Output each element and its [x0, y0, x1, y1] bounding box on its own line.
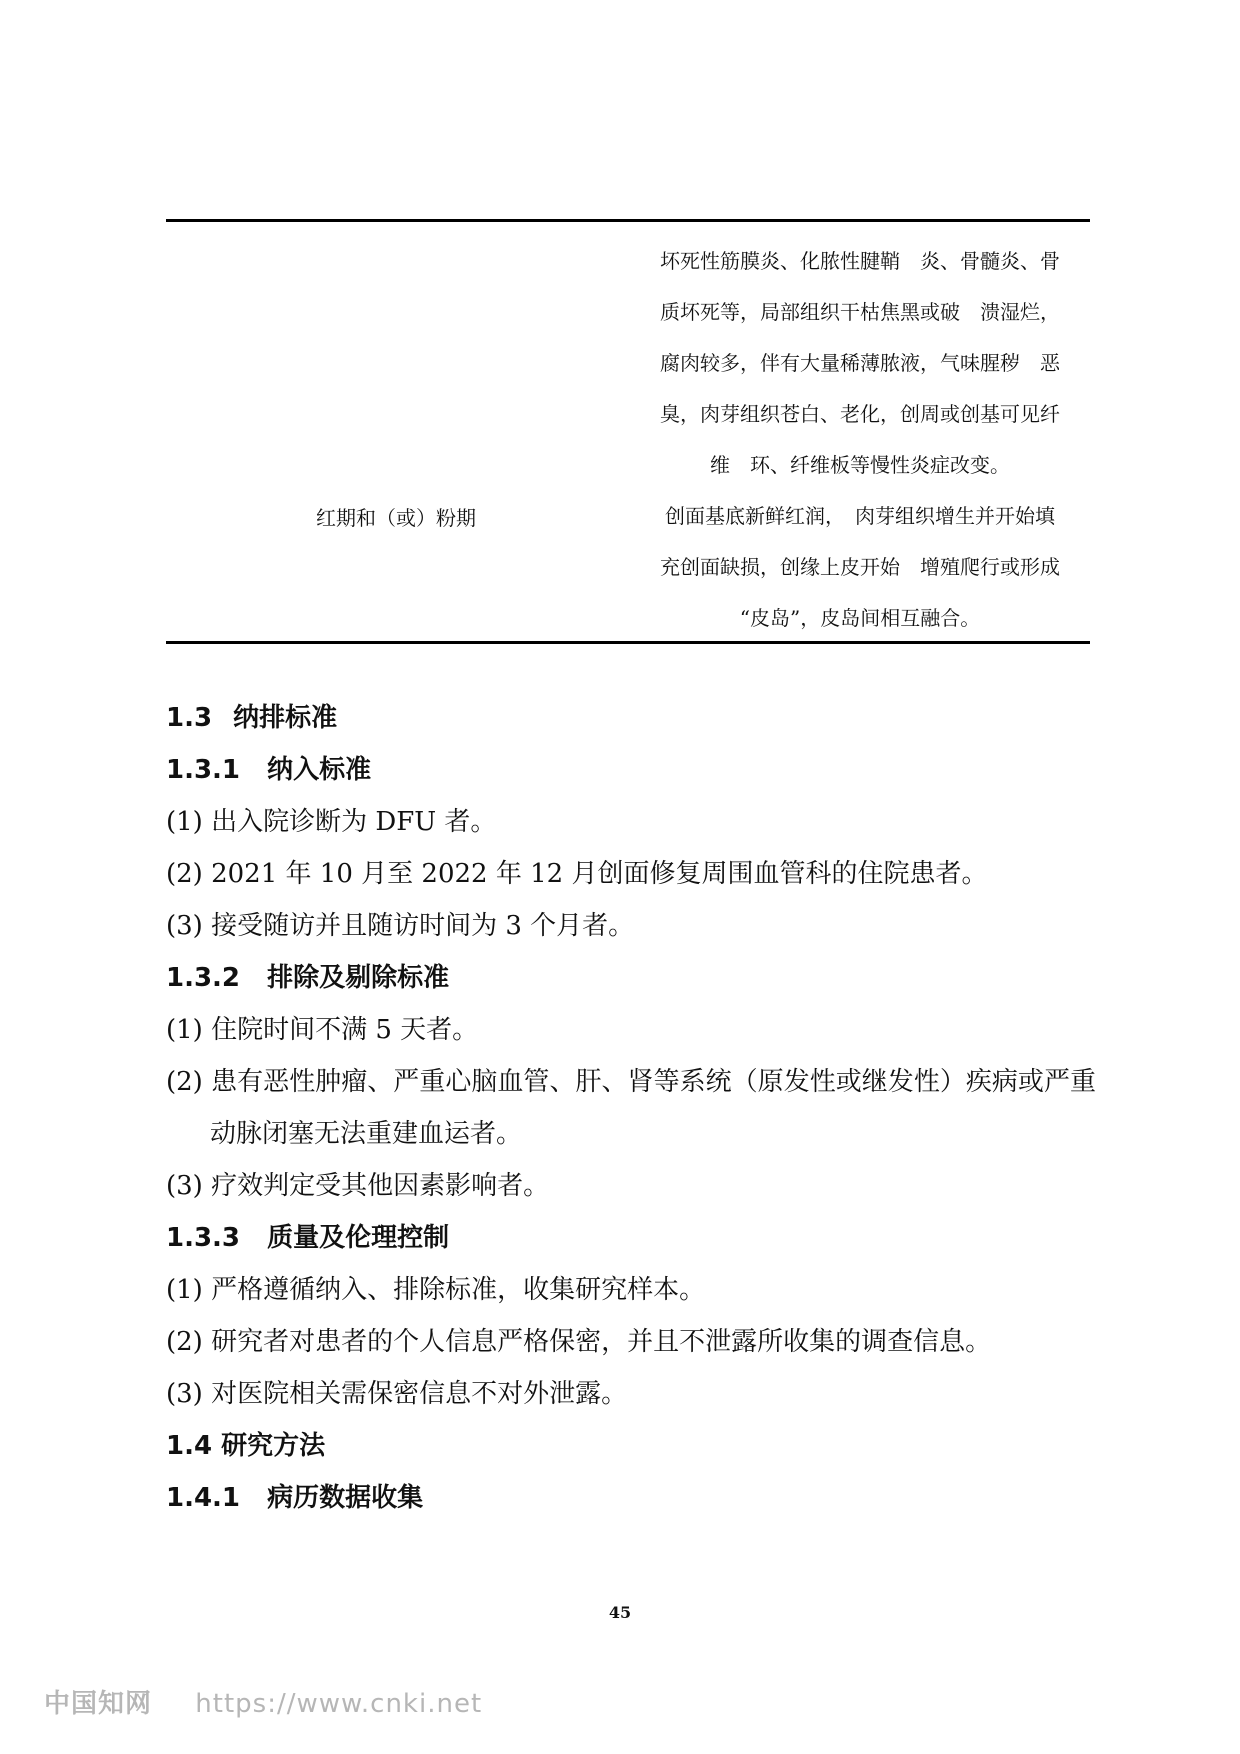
table-text-line: 充创面缺损，创缘上皮开始 增殖爬行或形成: [660, 555, 1060, 579]
table-top-rule: [166, 219, 1090, 222]
table-text-line: 臭，肉芽组织苍白、老化，创周或创基可见纤: [660, 402, 1060, 426]
section-number: 1.4: [166, 1431, 213, 1461]
section-title: 纳排标准: [233, 703, 338, 733]
page-number: 45: [608, 1603, 632, 1622]
list-item: (3) 接受随访并且随访时间为 3 个月者。: [166, 911, 635, 941]
list-item: (1) 住院时间不满 5 天者。: [166, 1015, 479, 1045]
section-heading-1-3-1: [166, 752, 1096, 788]
body-content: [166, 700, 1096, 1532]
watermark-brand: 中国知网: [44, 1689, 153, 1719]
section-heading-1-4: [166, 1428, 1096, 1464]
section-number: 1.3.2: [166, 963, 241, 993]
list-item: (2) 患有恶性肿瘤、严重心脑血管、肝、肾等系统（原发性或继发性）疾病或严重动脉闭塞无法重建血运者。: [166, 1067, 1096, 1149]
section-number: 1.3.1: [166, 755, 241, 785]
section-number: 1.3: [166, 703, 213, 733]
table-text-line: 质坏死等，局部组织干枯焦黑或破 溃湿烂，: [660, 300, 1060, 324]
list-item: (3) 对医院相关需保密信息不对外泄露。: [166, 1379, 628, 1409]
section-heading-1-3-3: [166, 1220, 1096, 1256]
section-heading-1-3-2: [166, 960, 1096, 996]
section-heading-1-4-1: [166, 1480, 1096, 1516]
list-item: (2) 研究者对患者的个人信息严格保密，并且不泄露所收集的调查信息。: [166, 1327, 992, 1357]
table-text-line: 腐肉较多，伴有大量稀薄脓液，气味腥秽 恶: [660, 351, 1060, 375]
section-number: 1.4.1: [166, 1483, 241, 1513]
section-title: 质量及伦理控制: [267, 1223, 450, 1253]
table-text-line: 创面基底新鲜红润， 肉芽组织增生并开始填: [665, 504, 1055, 528]
list-item: (3) 疗效判定受其他因素影响者。: [166, 1171, 550, 1201]
watermark-footer: [44, 1683, 482, 1720]
table-bottom-rule: [166, 641, 1090, 644]
section-heading-1-3: [166, 700, 1096, 736]
table-description-cell: [640, 236, 1080, 644]
table-stage-label: 红期和（或）粉期: [316, 506, 476, 530]
table-text-line: 维 环、纤维板等慢性炎症改变。: [710, 453, 1010, 477]
table-text-line: “皮岛”，皮岛间相互融合。: [739, 606, 981, 630]
list-item: (2) 2021 年 10 月至 2022 年 12 月创面修复周围血管科的住院患者。: [166, 859, 988, 889]
section-title: 研究方法: [221, 1431, 326, 1461]
section-title: 纳入标准: [267, 755, 372, 785]
watermark-url[interactable]: https://www.cnki.net: [195, 1689, 483, 1719]
section-title: 排除及剔除标准: [267, 963, 450, 993]
list-item: (1) 严格遵循纳入、排除标准，收集研究样本。: [166, 1275, 706, 1305]
list-item: (1) 出入院诊断为 DFU 者。: [166, 807, 497, 837]
section-title: 病历数据收集: [267, 1483, 424, 1513]
table-text-line: 坏死性筋膜炎、化脓性腱鞘 炎、骨髓炎、骨: [660, 249, 1060, 273]
section-number: 1.3.3: [166, 1223, 241, 1253]
